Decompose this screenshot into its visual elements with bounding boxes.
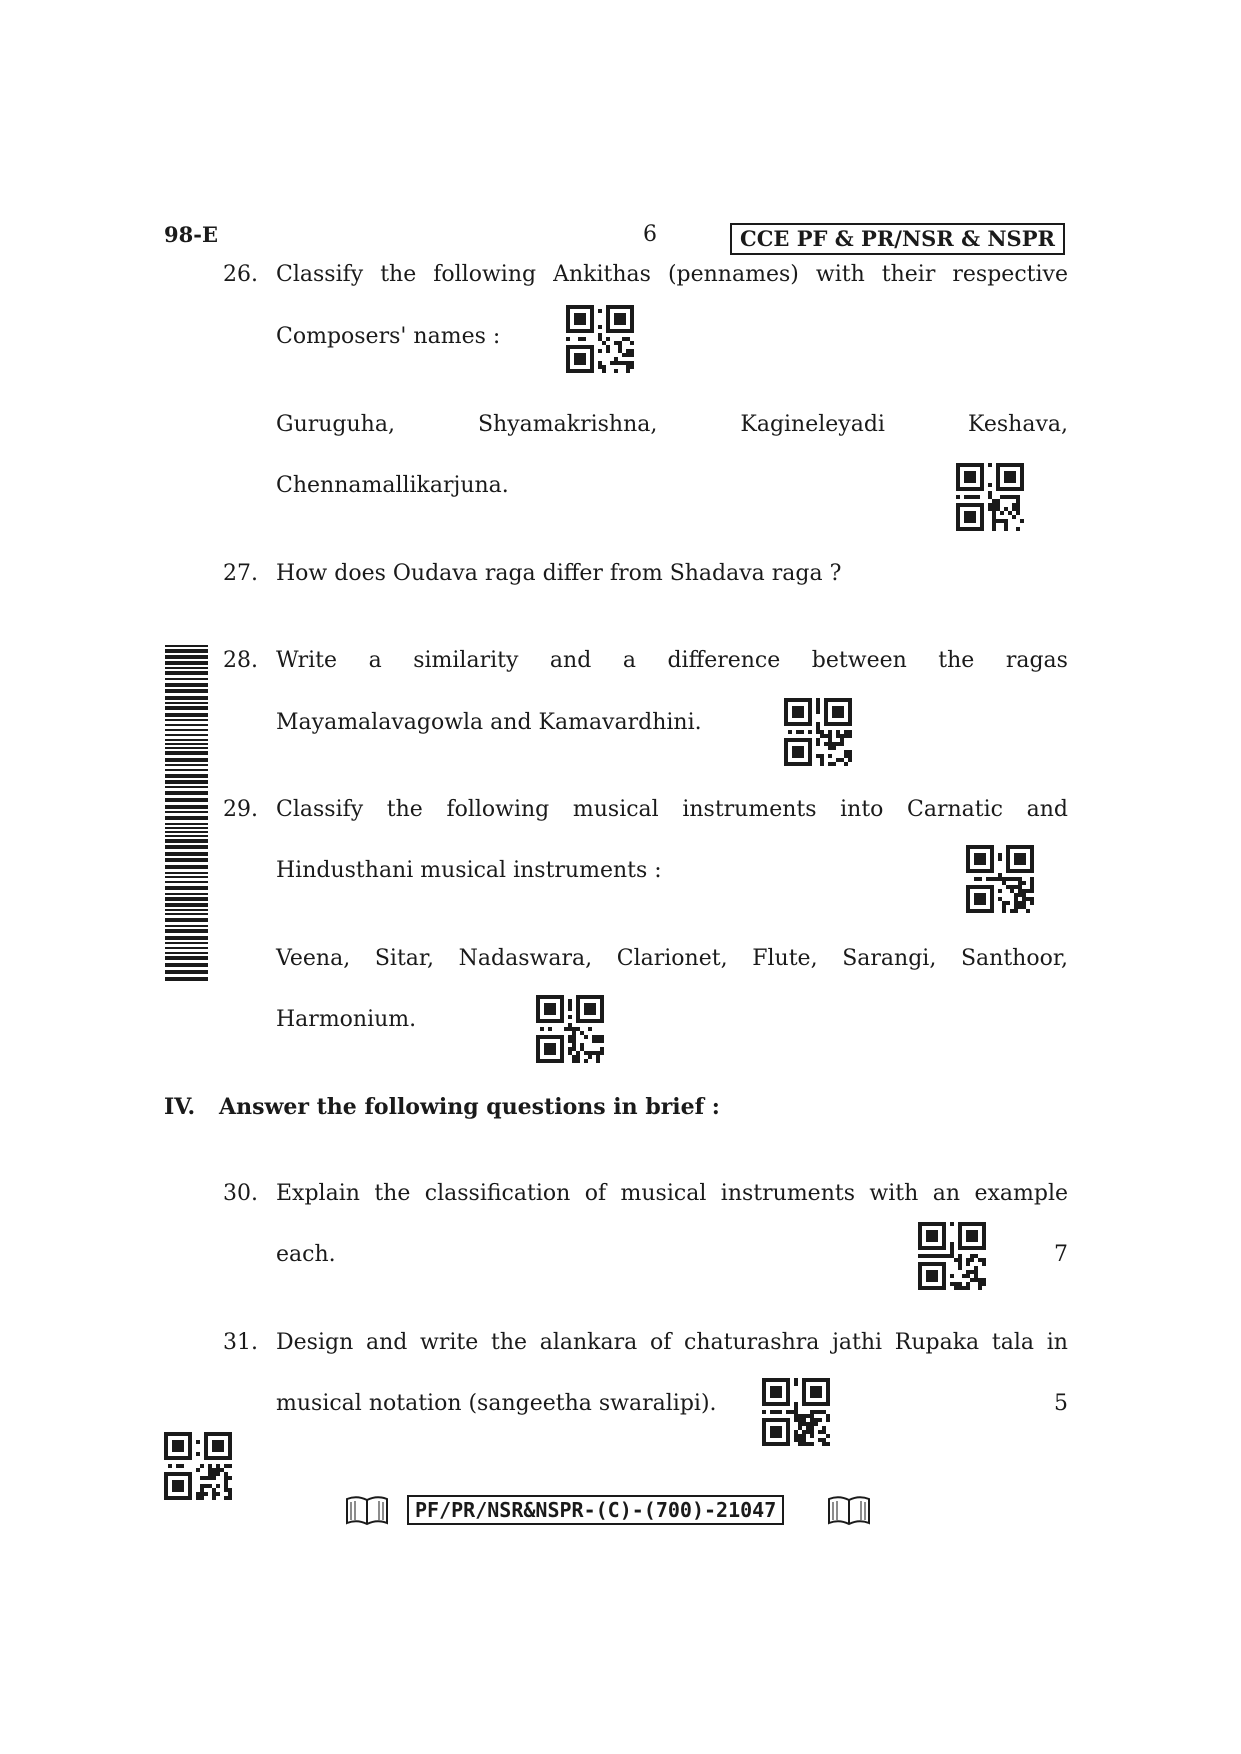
word: Sitar, (374, 946, 435, 971)
marks-q31: 5 (1054, 1391, 1068, 1416)
footer-code: PF/PR/NSR&NSPR-(C)-(700)-21047 (407, 1495, 784, 1525)
question-number-26: 26. (223, 262, 258, 287)
word: Flute, (752, 946, 818, 971)
word: an (932, 1181, 961, 1206)
word: Classify (276, 797, 364, 822)
q26-line1 (276, 262, 1068, 287)
word: Rupaka (894, 1330, 980, 1355)
word: with (815, 262, 865, 287)
page-number: 6 (643, 222, 657, 247)
qr-code-icon (762, 1378, 830, 1446)
word: instruments (720, 1181, 855, 1206)
question-number-29: 29. (223, 797, 258, 822)
q31-line1 (276, 1330, 1068, 1355)
word: instruments (682, 797, 817, 822)
word: Write (276, 648, 338, 673)
qr-code-icon (956, 463, 1024, 531)
word: tala (991, 1330, 1034, 1355)
word: musical (572, 797, 659, 822)
side-barcode (165, 645, 208, 983)
word: in (1046, 1330, 1068, 1355)
q31-line2: musical notation (sangeetha swaralipi). (276, 1391, 717, 1416)
word: Santhoor, (960, 946, 1068, 971)
word: classification (424, 1181, 571, 1206)
word: and (1026, 797, 1068, 822)
open-book-icon (826, 1493, 872, 1527)
question-number-28: 28. (223, 648, 258, 673)
question-number-31: 31. (223, 1330, 258, 1355)
word: the (938, 648, 975, 673)
word: the (380, 262, 417, 287)
q29-line3 (276, 946, 1068, 971)
word: a (622, 648, 636, 673)
word: and (365, 1330, 408, 1355)
q28-line2: Mayamalavagowla and Kamavardhini. (276, 710, 702, 735)
q29-line1 (276, 797, 1068, 822)
word: Kagineleyadi (740, 412, 885, 437)
word: write (420, 1330, 479, 1355)
word: ragas (1005, 648, 1068, 673)
word: Veena, (276, 946, 351, 971)
word: similarity (413, 648, 519, 673)
word: Keshava, (968, 412, 1068, 437)
qr-code-icon (536, 995, 604, 1063)
word: difference (667, 648, 781, 673)
word: jathi (832, 1330, 883, 1355)
q29-line4: Harmonium. (276, 1007, 417, 1032)
q26-line3 (276, 412, 1068, 437)
word: following (433, 262, 537, 287)
word: following (446, 797, 550, 822)
word: alankara (539, 1330, 638, 1355)
word: between (811, 648, 907, 673)
qr-code-icon (966, 845, 1034, 913)
word: Classify (276, 262, 364, 287)
word: the (374, 1181, 411, 1206)
word: the (386, 797, 423, 822)
q30-line2: each. (276, 1242, 336, 1267)
qr-code-icon (164, 1432, 232, 1500)
question-number-30: 30. (223, 1181, 258, 1206)
word: Explain (276, 1181, 360, 1206)
q30-line1 (276, 1181, 1068, 1206)
word: of (649, 1330, 672, 1355)
word: Design (276, 1330, 354, 1355)
word: respective (952, 262, 1068, 287)
marks-q30: 7 (1054, 1242, 1068, 1267)
question-number-27: 27. (223, 561, 258, 586)
word: (pennames) (667, 262, 799, 287)
word: musical (620, 1181, 707, 1206)
word: Sarangi, (842, 946, 937, 971)
qr-code-icon (918, 1222, 986, 1290)
qr-code-icon (784, 698, 852, 766)
word: of (584, 1181, 607, 1206)
q26-line4: Chennamallikarjuna. (276, 473, 509, 498)
q29-line2: Hindusthani musical instruments : (276, 858, 662, 883)
word: the (490, 1330, 528, 1355)
word: a (368, 648, 382, 673)
word: Ankithas (553, 262, 651, 287)
word: Guruguha, (276, 412, 395, 437)
word: Shyamakrishna, (477, 412, 658, 437)
word: Carnatic (907, 797, 1003, 822)
q26-line2: Composers' names : (276, 324, 501, 349)
q27-line1: How does Oudava raga differ from Shadava raga ? (276, 561, 842, 586)
qr-code-icon (566, 305, 634, 373)
section-numeral: IV. (164, 1094, 196, 1120)
paper-code: 98-E (164, 222, 218, 247)
open-book-icon (344, 1493, 390, 1527)
word: Clarionet, (616, 946, 728, 971)
word: Nadaswara, (458, 946, 593, 971)
exam-label: CCE PF & PR/NSR & NSPR (730, 223, 1065, 255)
word: example (974, 1181, 1068, 1206)
word: their (881, 262, 936, 287)
word: with (869, 1181, 919, 1206)
word: and (549, 648, 592, 673)
section-heading: Answer the following questions in brief : (219, 1094, 720, 1120)
word: chaturashra (684, 1330, 820, 1355)
word: into (840, 797, 884, 822)
q28-line1 (276, 648, 1068, 673)
